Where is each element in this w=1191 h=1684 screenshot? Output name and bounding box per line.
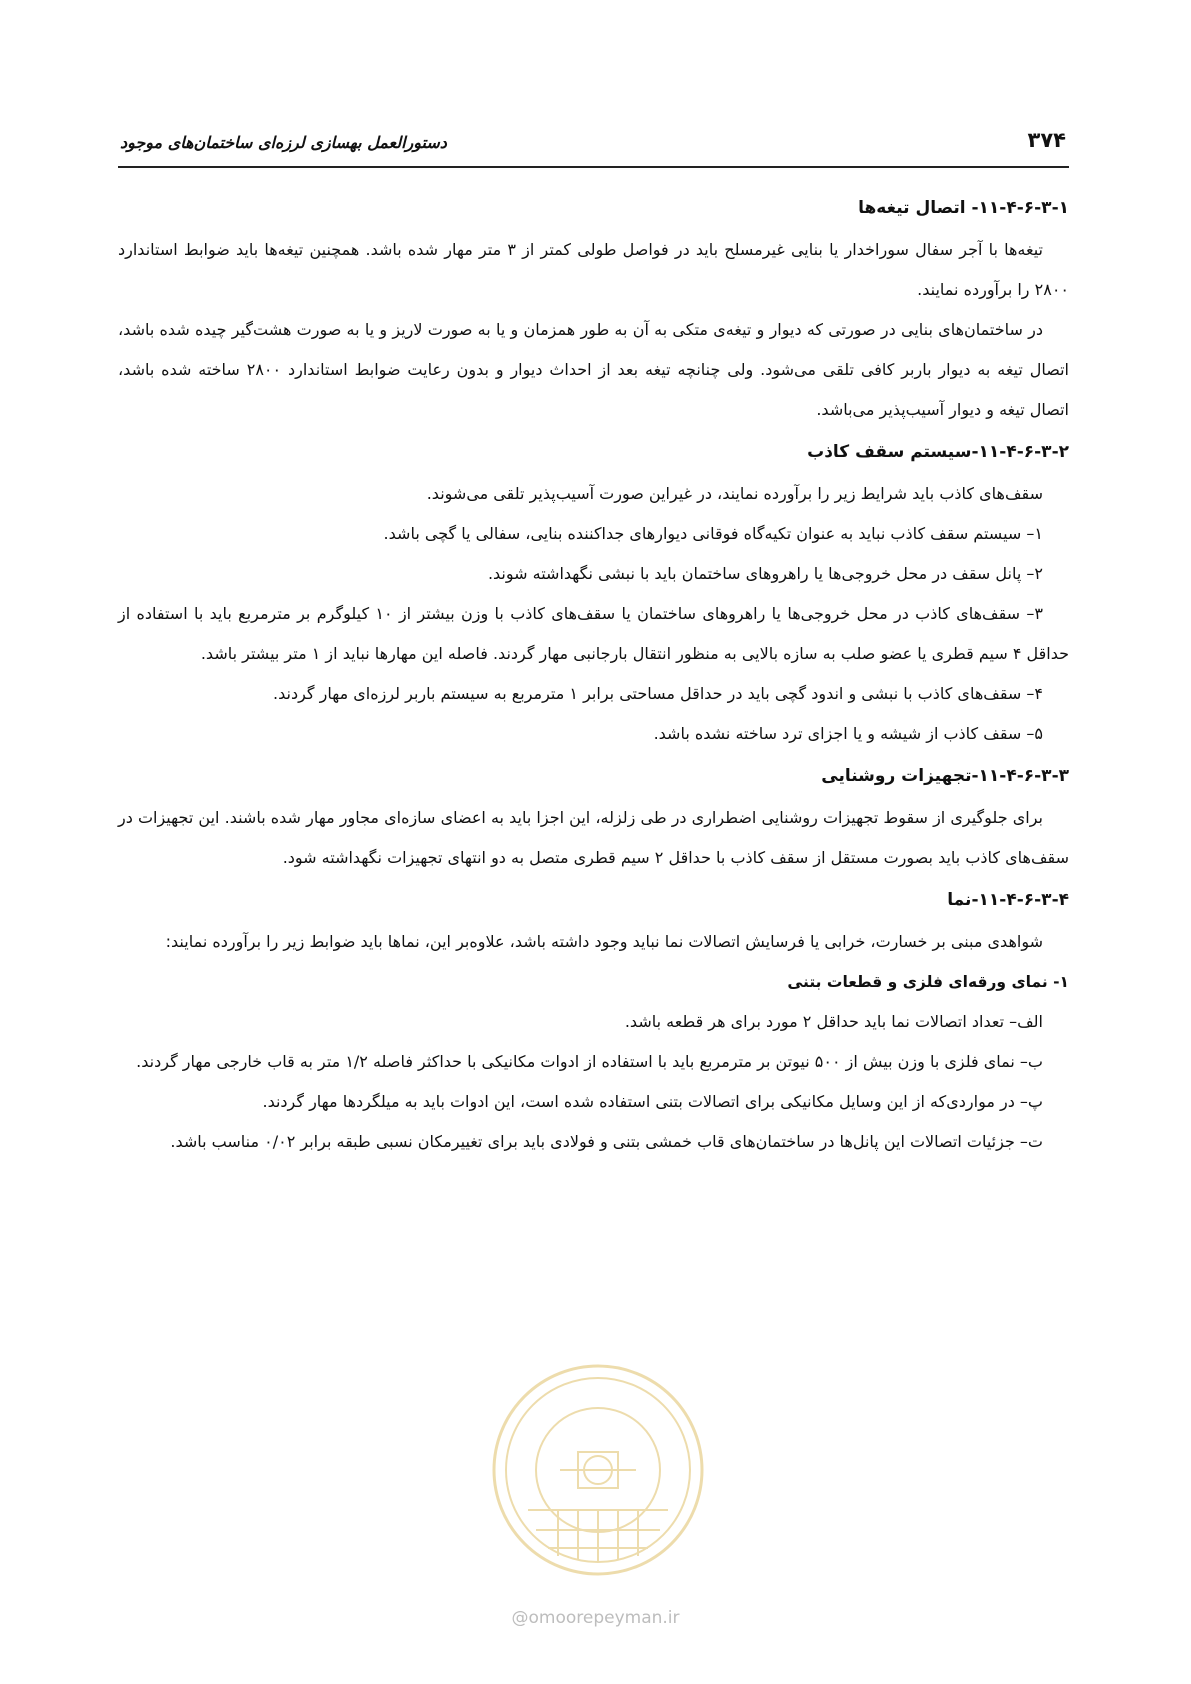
list-item: ۲– پانل سقف در محل خروجی‌ها یا راهروهای ساختمان باید با نبشی نگهداشته شوند. [487, 564, 1043, 583]
paragraph: شواهدی مبنی بر خسارت، خرابی یا فرسایش اتصالات نما نباید وجود داشته باشد، علاوه‌بر این، نماها باید ضوابط زیر را برآورده نمایند: [165, 932, 1043, 951]
paragraph: تیغه‌ها با آجر سفال سوراخدار یا بنایی غیرمسلح باید در فواصل طولی کمتر از ۳ متر مهار شده باشد. همچنین تیغه‌ها باید ضوابط استاندارد ۲۸۰۰ را برآورده نمایند. [118, 240, 1069, 299]
list-item: ت– جزئیات اتصالات این پانل‌ها در ساختمان‌های قاب خمشی بتنی و فولادی باید برای تغییرمکان نسبی طبقه برابر ۰/۰۲ مناسب باشد. [170, 1132, 1043, 1151]
list-item: ۳– سقف‌های کاذب در محل خروجی‌ها یا راهروهای ساختمان یا سقف‌های کاذب با وزن بیشتر از ۱۰ کیلوگرم بر مترمربع باید با استفاده از حداقل ۴ سیم قطری یا عضو صلب به سازه بالایی به منظور انتقال بارجانبی مهار گردند. فاصله این مهارها نباید از ۱ متر بیشتر باشد. [118, 604, 1069, 663]
running-title: دستورالعمل بهسازی لرزه‌ای ساختمان‌های موجود [120, 133, 447, 152]
paragraph: در ساختمان‌های بنایی در صورتی که دیوار و تیغه‌ی متکی به آن به طور همزمان و یا به صورت لاریز و یا به صورت هشت‌گیر چیده شده باشد، اتصال تیغه به دیوار باربر کافی تلقی می‌شود. ولی چنانچه تیغه بعد از احداث دیوار و بدون رعایت ضوابط استاندارد ۲۸۰۰ ساخته شده باشد، اتصال تیغه و دیوار آسیب‌پذیر می‌باشد. [118, 320, 1070, 419]
section-heading-facade: ۱۱-۴-۶-۳-۴-نما [947, 890, 1069, 910]
paragraph: برای جلوگیری از سقوط تجهیزات روشنایی اضطراری در طی زلزله، این اجزا باید به اعضای سازه‌ای مجاور مهار شده باشند. این تجهیزات در سقف‌های کاذب باید بصورت مستقل از سقف کاذب با حداقل ۲ سیم قطری متصل به دو انتهای تجهیزات نگهداشته شود. [118, 808, 1069, 867]
section-heading-lighting: ۱۱-۴-۶-۳-۳-تجهیزات روشنایی [821, 766, 1069, 786]
page-number: ۳۷۴ [1027, 128, 1066, 152]
list-item: الف– تعداد اتصالات نما باید حداقل ۲ مورد برای هر قطعه باشد. [624, 1012, 1043, 1031]
sub-heading: ۱- نمای ورقه‌ای فلزی و قطعات بتنی [787, 973, 1069, 991]
watermark-url: @omoorepeyman.ir [511, 1608, 680, 1628]
header-divider [118, 166, 1069, 168]
list-item: ۴– سقف‌های کاذب با نبشی و اندود گچی باید در حداقل مساحتی برابر ۱ مترمربع به سیستم باربر لرزه‌ای مهار گردند. [273, 684, 1043, 703]
section-heading-partition-connection: ۱۱-۴-۶-۳-۱- اتصال تیغه‌ها [858, 198, 1069, 218]
section-heading-suspended-ceiling: ۱۱-۴-۶-۳-۲-سیستم سقف کاذب [807, 442, 1069, 462]
list-item: پ– در مواردی‌که از این وسایل مکانیکی برای اتصالات بتنی استفاده شده است، این ادوات باید به میلگردها مهار گردند. [262, 1092, 1043, 1111]
list-item: ۱– سیستم سقف کاذب نباید به عنوان تکیه‌گاه فوقانی دیوارهای جداکننده بنایی، سفالی یا گچی باشد. [383, 524, 1043, 543]
page-header [120, 128, 1066, 152]
paragraph: سقف‌های کاذب باید شرایط زیر را برآورده نمایند، در غیراین صورت آسیب‌پذیر تلقی می‌شوند. [426, 484, 1043, 503]
page-body [118, 186, 1069, 1162]
watermark-seal-icon [488, 1360, 708, 1580]
list-item: ب– نمای فلزی با وزن بیش از ۵۰۰ نیوتن بر مترمربع باید با استفاده از ادوات مکانیکی با حداکثر فاصله ۱/۲ متر به قاب خارجی مهار گردند. [136, 1052, 1043, 1071]
list-item: ۵– سقف کاذب از شیشه و یا اجزای ترد ساخته نشده باشد. [653, 724, 1043, 743]
